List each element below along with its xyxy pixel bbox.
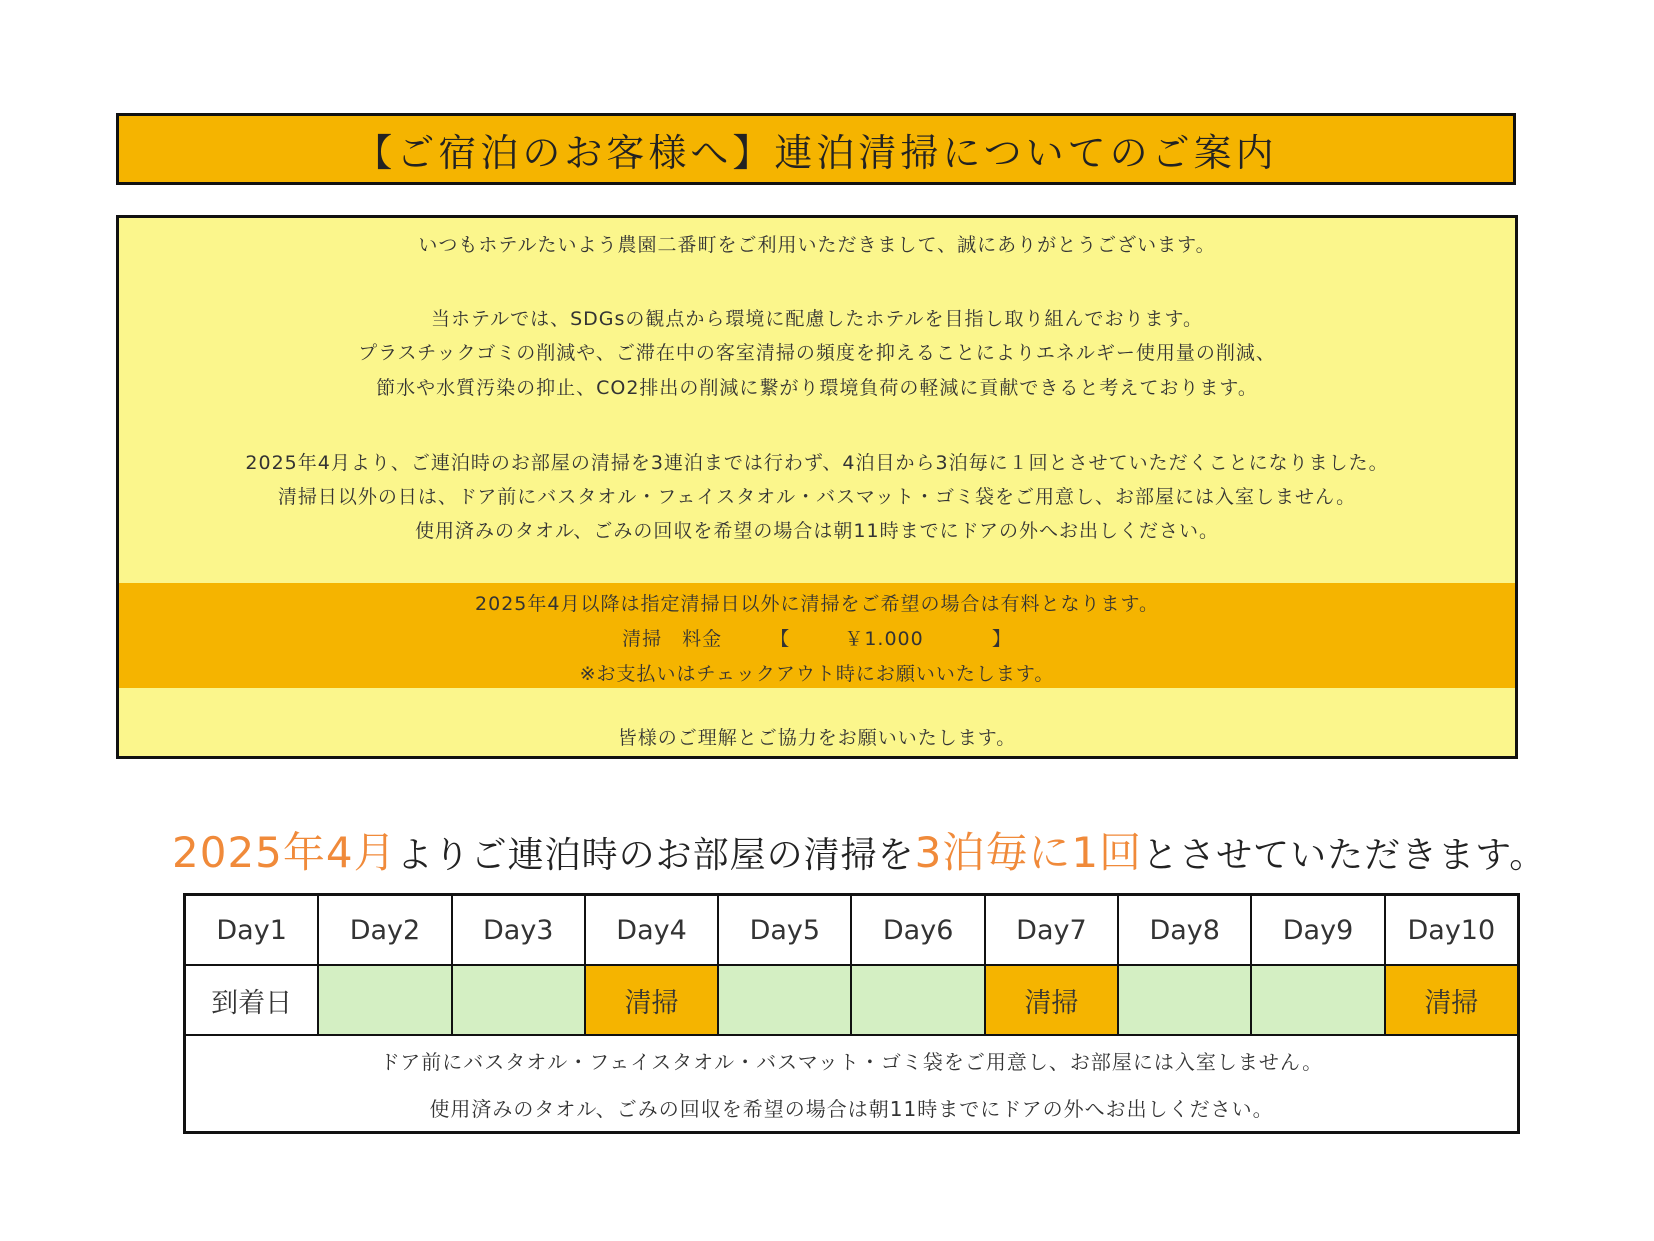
headline-date: 2025年4月 [172, 828, 397, 877]
no-cleaning-cell [453, 966, 586, 1034]
table-footer-note [186, 1036, 1517, 1131]
policy-text-2: 清掃日以外の日は、ドア前にバスタオル・フェイスタオル・バスマット・ゴミ袋をご用意し、お部屋には入室しません。 [277, 486, 1357, 508]
no-cleaning-cell [1252, 966, 1385, 1034]
fee-price-row [119, 624, 1515, 651]
day-header: Day5 [719, 896, 852, 964]
cleaning-schedule-table [183, 893, 1520, 1134]
headline-text-2: とさせていただきます。 [1142, 835, 1547, 876]
fee-intro-text: 2025年4月以降は指定清掃日以外に清掃をご希望の場合は有料となります。 [475, 593, 1159, 615]
notice-box [116, 215, 1518, 759]
headline-frequency: 3泊毎に1回 [914, 828, 1143, 877]
day-header: Day7 [986, 896, 1119, 964]
policy-text-3: 使用済みのタオル、ごみの回収を希望の場合は朝11時までにドアの外へお出しください。 [414, 520, 1220, 542]
footer-note-1: ドア前にバスタオル・フェイスタオル・バスマット・ゴミ袋をご用意し、お部屋には入室しません。 [379, 1050, 1324, 1074]
cleaning-day-cell: 清掃 [986, 966, 1119, 1034]
table-header-row [186, 896, 1517, 966]
sdgs-text-2: プラスチックゴミの削減や、ご滞在中の客室清掃の頻度を抑えることによりエネルギー使用量の削減、 [358, 342, 1276, 364]
day-header: Day1 [186, 896, 319, 964]
day-header: Day6 [852, 896, 985, 964]
sdgs-text-3: 節水や水質汚染の抑止、CO2排出の削減に繋がり環境負荷の軽減に貢献できると考えております。 [376, 377, 1258, 399]
no-cleaning-cell [852, 966, 985, 1034]
sdgs-text-1: 当ホテルでは、SDGsの観点から環境に配慮したホテルを目指し取り組んでおります。 [431, 308, 1203, 330]
arrival-day-cell: 到着日 [186, 966, 319, 1034]
day-header: Day3 [453, 896, 586, 964]
no-cleaning-cell [719, 966, 852, 1034]
fee-band [119, 583, 1515, 688]
headline-text-1: よりご連泊時のお部屋の清掃を [396, 835, 915, 876]
day-header: Day10 [1407, 914, 1496, 946]
greeting-text: いつもホテルたいよう農園二番町をご利用いただきまして、誠にありがとうございます。 [418, 234, 1216, 256]
policy-text-1: 2025年4月より、ご連泊時のお部屋の清掃を3連泊までは行わず、4泊目から3泊毎に１回とさせていただくことになりました。 [245, 452, 1389, 474]
page-title: 【ご宿泊のお客様へ】連泊清掃についてのご案内 [116, 113, 1516, 185]
day-header: Day2 [319, 896, 452, 964]
fee-note-text: ※お支払いはチェックアウト時にお願いいたします。 [579, 663, 1055, 685]
closing-text: 皆様のご理解とご協力をお願いいたします。 [617, 727, 1017, 749]
no-cleaning-cell [319, 966, 452, 1034]
fee-bracket-open: 【 [770, 628, 791, 650]
day-header: Day4 [586, 896, 719, 964]
fee-label: 清掃 料金 [622, 628, 723, 650]
fee-bracket-close: 】 [991, 628, 1012, 650]
footer-note-2: 使用済みのタオル、ごみの回収を希望の場合は朝11時までにドアの外へお出しください。 [429, 1097, 1274, 1121]
cleaning-day-cell: 清掃 [1386, 966, 1517, 1034]
day-header: Day8 [1119, 896, 1252, 964]
cleaning-day-cell: 清掃 [586, 966, 719, 1034]
table-status-row [186, 966, 1517, 1036]
schedule-headline [172, 820, 1546, 880]
no-cleaning-cell [1119, 966, 1252, 1034]
fee-amount: ￥1.000 [844, 628, 924, 650]
day-header: Day9 [1252, 896, 1385, 964]
